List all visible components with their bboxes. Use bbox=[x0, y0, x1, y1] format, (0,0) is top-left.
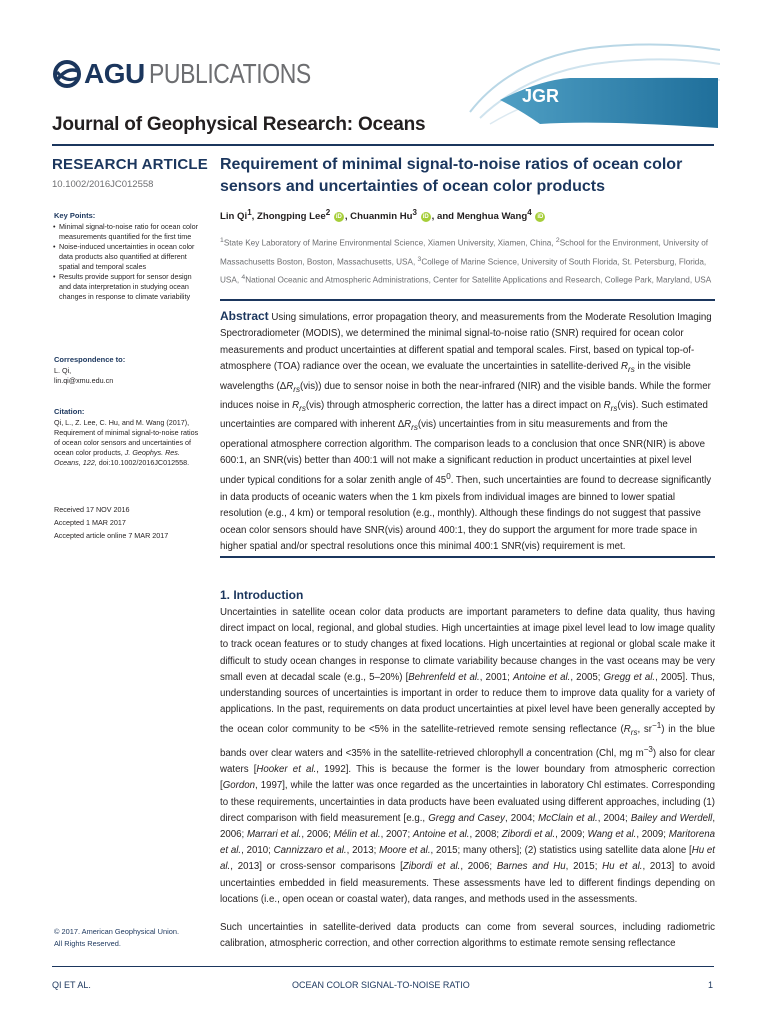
body-text: , 2015; bbox=[565, 861, 603, 873]
affil-sup: 1 bbox=[220, 237, 224, 244]
body-text: , 1992]. This is because the former is the lower boundary from atmospheric correction [ bbox=[220, 764, 715, 792]
rrs-subscript: rs bbox=[630, 728, 638, 738]
rrs-subscript: rs bbox=[411, 423, 418, 433]
author-affil-sup: 4 bbox=[527, 208, 532, 217]
body-text: , 2013] or cross-sensor comparisons [ bbox=[230, 861, 403, 873]
agu-publications-logo bbox=[52, 58, 346, 90]
key-points-list bbox=[54, 222, 204, 302]
rrs-subscript: rs bbox=[293, 384, 300, 394]
affiliation-text: National Oceanic and Atmospheric Administrations, Center for Satellite Applications and Research, College Park, Maryland, USA bbox=[245, 275, 712, 285]
copyright-line-1: © 2017. American Geophysical Union. bbox=[54, 927, 179, 936]
citation-link[interactable]: Gregg et al. bbox=[603, 671, 656, 683]
author-name[interactable]: Lin Qi bbox=[220, 211, 248, 223]
citation-text bbox=[54, 418, 200, 468]
citation-link[interactable]: Zibordi et al. bbox=[501, 829, 556, 841]
author-name[interactable]: , Zhongping Lee bbox=[251, 211, 326, 223]
citation-link[interactable]: Zibordi et al. bbox=[402, 861, 461, 873]
rrs-subscript: rs bbox=[628, 365, 635, 375]
citation-link[interactable]: Hu et al. bbox=[602, 861, 643, 873]
affiliations bbox=[220, 233, 715, 289]
citation-link[interactable]: Wang et al. bbox=[587, 829, 637, 841]
body-text: , sr bbox=[637, 724, 653, 736]
body-text: concentration (Chl, mg m bbox=[531, 748, 644, 760]
body-text: , 2005; bbox=[570, 671, 604, 683]
body-text: , 2007; bbox=[380, 829, 413, 841]
rrs-subscript: rs bbox=[299, 403, 306, 413]
citation-link[interactable]: Maritorena et al. bbox=[220, 829, 715, 857]
body-text: ) also for clear waters [ bbox=[220, 748, 716, 776]
header-divider bbox=[52, 144, 714, 146]
abstract-bottom-rule bbox=[220, 556, 715, 558]
abstract-text: (vis). Such estimated uncertainties are compared with inherent Δ bbox=[220, 399, 708, 431]
citation-link[interactable]: Gordon bbox=[222, 780, 256, 792]
citation-link[interactable]: Gregg and Casey bbox=[428, 812, 505, 824]
body-text: , 2009; bbox=[636, 829, 669, 841]
abstract-text: (vis) uncertainties from in situ measurements and from the operational atmosphere correction algorithm. The comparison leads to a conclusion that once SNR(NIR) is above 600:1, an SNR(vis) better than 400:1 will not make a significant reduction in product uncertainties at pixel level under typical conditions for a solar zenith angle of 45 bbox=[220, 419, 705, 487]
orcid-icon[interactable]: iD bbox=[422, 213, 429, 220]
footer-authors: QI ET AL. bbox=[52, 980, 91, 990]
body-text: , 1997], while the latter was once regarded as the uncertainties in laboratory Chl estimates. Corresponding to these requirements, uncertainties in data products have been evaluated using different approaches, including (1) direct comparison with field measurement [e.g., bbox=[220, 780, 715, 824]
brand-publications: PUBLICATIONS bbox=[148, 58, 311, 89]
agu-globe-icon bbox=[52, 59, 82, 89]
unit-sup: −1 bbox=[652, 721, 662, 731]
body-text: ) in the blue bands over clear waters and <35% in the satellite-retrieved chlorophyll bbox=[220, 724, 716, 760]
correspondence-email[interactable]: lin.qi@xmu.edu.cn bbox=[54, 376, 114, 385]
citation-doi: doi:10.1002/2016JC012558. bbox=[98, 458, 190, 467]
unit-sup: −3 bbox=[643, 744, 653, 754]
rrs-symbol: R bbox=[286, 380, 294, 392]
body-text: , 2013; bbox=[346, 845, 380, 857]
orcid-icon[interactable]: iD bbox=[335, 213, 342, 220]
brand-agu: AGU bbox=[84, 58, 145, 89]
citation-link[interactable]: Hu et al. bbox=[220, 845, 715, 873]
abstract-text: . Then, such uncertainties are found to decrease significantly in data products of oceanic waters when the 1 km pixels from individual images are binned to lower spatial resolution (e.g., 4 km) or temporal resolution (e.g., monthly). Although these findings do not suggest that passive ocean color sensors should have SNR(vis) around 400:1, they do support the argument for more trade space in higher spatial and/or spectral resolutions once this minimal 400:1 SNR(vis) requirement is met. bbox=[220, 475, 712, 553]
rrs-symbol: R bbox=[603, 399, 611, 411]
citation-heading: Citation: bbox=[54, 407, 85, 416]
key-point-item: • Results provide support for sensor design and data interpretation in studying ocean changes in response to climate variability bbox=[54, 272, 204, 302]
correspondence-name: L. Qi, bbox=[54, 366, 72, 375]
key-point-item: • Noise-induced uncertainties in ocean color data products also quantified at different spatial and temporal scales bbox=[54, 242, 204, 272]
article-doi[interactable]: 10.1002/2016JC012558 bbox=[52, 179, 154, 190]
jgr-badge-graphic bbox=[450, 40, 720, 130]
footer-divider bbox=[52, 966, 714, 967]
affiliation-text: School for the Environment, University of Massachusetts Boston, Boston, Massachusetts, USA, bbox=[220, 238, 709, 267]
abstract-label: Abstract bbox=[220, 309, 269, 323]
citation-link[interactable]: Antoine et al. bbox=[412, 829, 470, 841]
citation-link[interactable]: McClain et al. bbox=[538, 812, 598, 824]
citation-link[interactable]: Barnes and Hu bbox=[496, 861, 566, 873]
citation-link[interactable]: Bailey and Werdell bbox=[630, 812, 713, 824]
author-name[interactable]: , Chuanmin Hu bbox=[344, 211, 413, 223]
affil-sup: 2 bbox=[555, 237, 560, 244]
intro-paragraph-1 bbox=[220, 605, 715, 908]
abstract-text: Using simulations, error propagation theory, and measurements from the Moderate Resolution Imaging Spectroradiometer (MODIS), we determined the minimal signal-to-noise ratio (SNR) required for ocean color measurements and product uncertainties at different spatial and temporal scales. First, based on typical top-of-atmosphere (TOA) radiance over the ocean, we evaluate the uncertainties in satellite-derived bbox=[220, 312, 712, 373]
citation-link[interactable]: Antoine et al. bbox=[512, 671, 571, 683]
body-text: , 2006; bbox=[460, 861, 497, 873]
citation-link[interactable]: Cannizzaro et al. bbox=[273, 845, 347, 857]
citation-link[interactable]: Marrari et al. bbox=[246, 829, 302, 841]
affil-sup: 3 bbox=[417, 255, 422, 263]
citation-volume: 122, bbox=[82, 458, 97, 467]
author-list bbox=[220, 208, 546, 222]
body-text: , 2009; bbox=[555, 829, 588, 841]
rrs-subscript: rs bbox=[610, 403, 618, 413]
citation-journal: J. Geophys. Res. Oceans, bbox=[54, 448, 180, 467]
body-text: , 2013] to avoid uncertainties embedded in field measurements. These assessments have led to different findings depending on locations (i.e., open ocean or coastal water), data ranges, and methods used in the assessments. bbox=[220, 861, 715, 905]
citation-link[interactable]: Behrenfeld et al. bbox=[408, 671, 480, 683]
author-affil-sup: 3 bbox=[412, 208, 417, 217]
abstract-text: in the visible wavelengths (Δ bbox=[220, 361, 691, 392]
correspondence-heading: Correspondence to: bbox=[54, 355, 126, 364]
section-heading-introduction: 1. Introduction bbox=[220, 588, 304, 602]
affil-sup: 4 bbox=[241, 274, 246, 282]
body-text: , 2005]. Thus, understanding sources of uncertainties is important in order to reduce them to improve data quality for a variety of applications. In the past, requirements on data product uncertainties at pixel level have been generally accepted by the ocean color community to be <5% in the satellite-retrieved remote sensing reflectance ( bbox=[220, 671, 715, 736]
accepted-date: Accepted 1 MAR 2017 bbox=[54, 518, 126, 527]
key-point-item: • Minimal signal-to-noise ratio for ocean color measurements quantified for the first time bbox=[54, 222, 204, 242]
abstract bbox=[220, 308, 715, 556]
citation-link[interactable]: Mélin et al. bbox=[333, 829, 381, 841]
article-type: RESEARCH ARTICLE bbox=[52, 156, 208, 173]
accepted-online-date: Accepted article online 7 MAR 2017 bbox=[54, 531, 169, 540]
copyright-notice bbox=[54, 926, 214, 950]
abstract-text: (vis) through atmospheric correction, the latter has a direct impact on bbox=[305, 399, 604, 411]
affiliation-text: State Key Laboratory of Marine Environmental Science, Xiamen University, Xiamen, China, bbox=[223, 238, 556, 248]
affiliation-text: College of Marine Science, University of South Florida, St. Petersburg, Florida, USA, bbox=[220, 257, 707, 285]
key-points-heading: Key Points: bbox=[54, 211, 96, 220]
paper-title: Requirement of minimal signal-to-noise ratios of ocean color sensors and uncertainties of ocean color products bbox=[220, 156, 683, 195]
body-text: Uncertainties in satellite ocean color data products are important parameters to define data quality, thus having direct impact on local, regional, and global studies. High uncertainties at image pixel level lead to low image quality to track ocean features or to study changes at fixed locations. High uncertainties at regional or global scale make it difficult to study ocean changes in response to climate variability because changes in the vast oceans may be very small even at decadal scale (e.g., 5–20%) [ bbox=[220, 607, 715, 683]
rrs-symbol: R bbox=[623, 724, 631, 736]
body-text: , 2001; bbox=[479, 671, 513, 683]
journal-title: Journal of Geophysical Research: Oceans bbox=[52, 114, 426, 135]
body-text: , 2006; bbox=[220, 812, 716, 841]
degree-sup: 0 bbox=[446, 472, 451, 482]
jgr-badge-text: JGR bbox=[522, 86, 560, 106]
body-text: , 2010; bbox=[241, 845, 274, 857]
author-affil-sup: 1 bbox=[247, 208, 252, 217]
body-text: , 2006; bbox=[301, 829, 334, 841]
body-text: , 2004; bbox=[597, 812, 631, 824]
body-text: , 2004; bbox=[505, 812, 539, 824]
rrs-symbol: R bbox=[621, 361, 628, 373]
citation-link[interactable]: Moore et al. bbox=[379, 845, 431, 857]
rrs-symbol: R bbox=[292, 399, 300, 411]
body-text: , 2008; bbox=[469, 829, 502, 841]
abstract-top-rule bbox=[220, 299, 715, 301]
citation-link[interactable]: Hooker et al. bbox=[256, 764, 317, 776]
orcid-icon[interactable]: iD bbox=[537, 213, 544, 220]
abstract-text: (vis)) due to sensor noise in both the near-infrared (NIR) and the visible bands. While the former induces noise in bbox=[220, 380, 711, 411]
page-number: 1 bbox=[708, 980, 714, 990]
chl-a-symbol: a bbox=[526, 748, 532, 760]
intro-paragraph-2: Such uncertainties in satellite-derived data products can come from several sources, including radiometric calibration, atmospheric correction, and other correction algorithms to estimate remote sensing reflectance bbox=[220, 922, 715, 950]
copyright-line-2: All Rights Reserved. bbox=[54, 939, 121, 948]
rrs-symbol: R bbox=[404, 419, 412, 431]
citation-plain: Qi, L., Z. Lee, C. Hu, and M. Wang (2017), Requirement of minimal signal-to-noise ratios of ocean color sensors and uncertainties of ocean color products, bbox=[54, 418, 199, 457]
received-date: Received 17 NOV 2016 bbox=[54, 505, 130, 514]
footer-running-title: OCEAN COLOR SIGNAL-TO-NOISE RATIO bbox=[292, 980, 470, 990]
body-text: , 2015; many others]; (2) statistics using satellite data alone [ bbox=[430, 845, 692, 857]
author-affil-sup: 2 bbox=[325, 208, 331, 217]
author-name[interactable]: , and Menghua Wang bbox=[431, 211, 528, 223]
